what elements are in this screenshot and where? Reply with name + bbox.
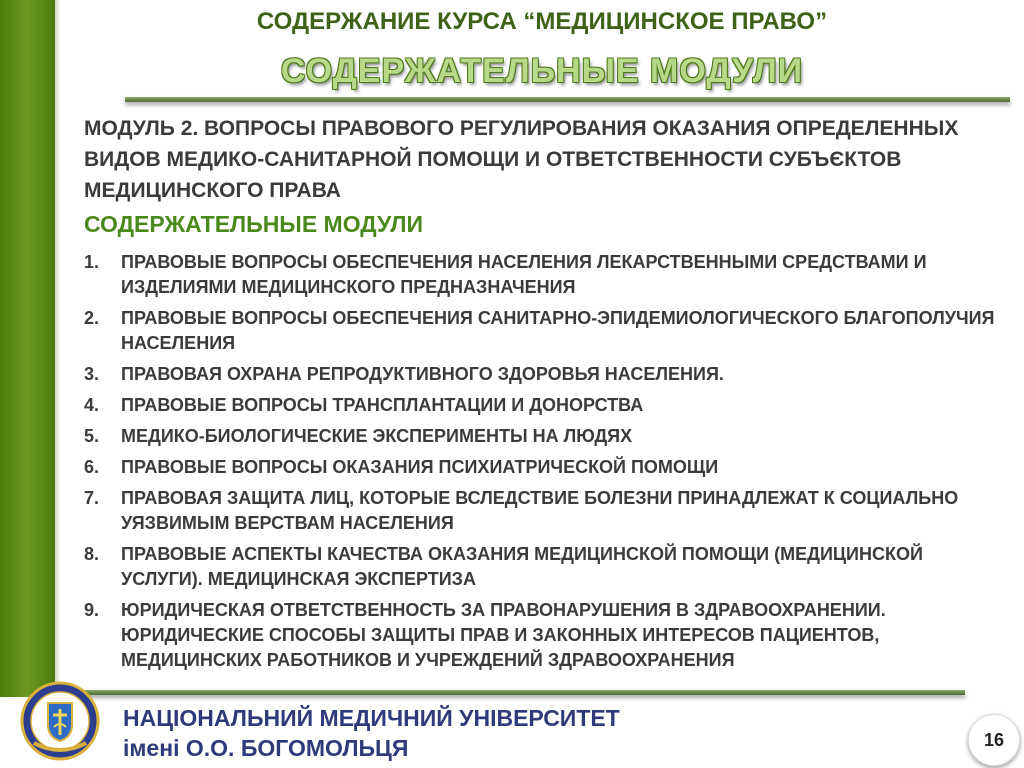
university-name — [123, 703, 620, 763]
list-item-text: МЕДИКО-БИОЛОГИЧЕСКИЕ ЭКСПЕРИМЕНТЫ НА ЛЮДЯХ — [121, 426, 633, 446]
list-item-text: ПРАВОВЫЕ ВОПРОСЫ ОКАЗАНИЯ ПСИХИАТРИЧЕСКОЙ ПОМОЩИ — [121, 457, 719, 477]
university-name-line1: НАЦІОНАЛЬНИЙ МЕДИЧНИЙ УНІВЕРСИТЕТ — [123, 705, 620, 731]
slide-title: СОДЕРЖАНИЕ КУРСА “МЕДИЦИНСКОЕ ПРАВО” — [256, 8, 828, 35]
university-crest-icon — [20, 681, 100, 761]
list-item — [84, 598, 999, 673]
list-item-number: 2. — [84, 308, 100, 328]
content-modules-list — [84, 250, 999, 679]
list-item-text: ПРАВОВЫЕ ВОПРОСЫ ОБЕСПЕЧЕНИЯ НАСЕЛЕНИЯ ЛЕКАРСТВЕННЫМИ СРЕДСТВАМИ И ИЗДЕЛИЯМИ МЕДИЦИНСКОГО ПРЕДНАЗНАЧЕНИЯ — [121, 252, 927, 297]
list-item-number: 7. — [84, 488, 100, 508]
list-item-number: 3. — [84, 364, 100, 384]
list-item — [84, 306, 999, 356]
list-item-text: ПРАВОВАЯ ОХРАНА РЕПРОДУКТИВНОГО ЗДОРОВЬЯ НАСЕЛЕНИЯ. — [121, 364, 724, 384]
slide-subtitle: СОДЕРЖАТЕЛЬНЫЕ МОДУЛИ — [280, 52, 804, 90]
bottom-divider — [80, 690, 965, 695]
top-divider — [125, 97, 1010, 102]
list-item-text: ЮРИДИЧЕСКАЯ ОТВЕТСТВЕННОСТЬ ЗА ПРАВОНАРУШЕНИЯ В ЗДРАВООХРАНЕНИИ. ЮРИДИЧЕСКИЕ СПОСОБЫ ЗАЩИТЫ ПРАВ И ЗАКОННЫХ ИНТЕРЕСОВ ПАЦИЕНТОВ, МЕДИЦИНСКИХ РАБОТНИКОВ И УЧРЕЖДЕНИЙ ЗДРАВООХРАНЕНИЯ — [121, 600, 886, 670]
list-item-text: ПРАВОВЫЕ ВОПРОСЫ ОБЕСПЕЧЕНИЯ САНИТАРНО-ЭПИДЕМИОЛОГИЧЕСКОГО БЛАГОПОЛУЧИЯ НАСЕЛЕНИЯ — [121, 308, 995, 353]
list-item-number: 1. — [84, 252, 100, 272]
list-item-text: ПРАВОВЫЕ АСПЕКТЫ КАЧЕСТВА ОКАЗАНИЯ МЕДИЦИНСКОЙ ПОМОЩИ (МЕДИЦИНСКОЙ УСЛУГИ). МЕДИЦИНСКАЯ ЭКСПЕРТИЗА — [121, 544, 923, 589]
left-sidebar-bar — [0, 0, 55, 768]
module-heading: МОДУЛЬ 2. ВОПРОСЫ ПРАВОВОГО РЕГУЛИРОВАНИЯ ОКАЗАНИЯ ОПРЕДЕЛЕННЫХ ВИДОВ МЕДИКО-САНИТАРНОЙ ПОМОЩИ И ОТВЕТСТВЕННОСТИ СУБЪЄКТОВ МЕДИЦИНСКОГО ПРАВА — [84, 117, 959, 202]
list-item-text: ПРАВОВАЯ ЗАЩИТА ЛИЦ, КОТОРЫЕ ВСЛЕДСТВИЕ БОЛЕЗНИ ПРИНАДЛЕЖАТ К СОЦИАЛЬНО УЯЗВИМЫМ ВЕРСТВАМ НАСЕЛЕНИЯ — [121, 488, 959, 533]
list-item — [84, 542, 999, 592]
list-item — [84, 362, 999, 387]
list-item — [84, 393, 999, 418]
list-item-number: 9. — [84, 600, 100, 620]
university-name-line2: імені О.О. БОГОМОЛЬЦЯ — [123, 735, 409, 761]
sidebar-edge — [55, 0, 61, 768]
list-item-text: ПРАВОВЫЕ ВОПРОСЫ ТРАНСПЛАНТАЦИИ И ДОНОРСТВА — [121, 395, 644, 415]
page-number: 16 — [968, 714, 1020, 766]
list-item-number: 8. — [84, 544, 100, 564]
section-heading: СОДЕРЖАТЕЛЬНЫЕ МОДУЛИ — [84, 211, 424, 237]
list-item-number: 6. — [84, 457, 100, 477]
list-item — [84, 455, 999, 480]
list-item — [84, 250, 999, 300]
list-item — [84, 424, 999, 449]
list-item — [84, 486, 999, 536]
list-item-number: 5. — [84, 426, 100, 446]
list-item-number: 4. — [84, 395, 100, 415]
